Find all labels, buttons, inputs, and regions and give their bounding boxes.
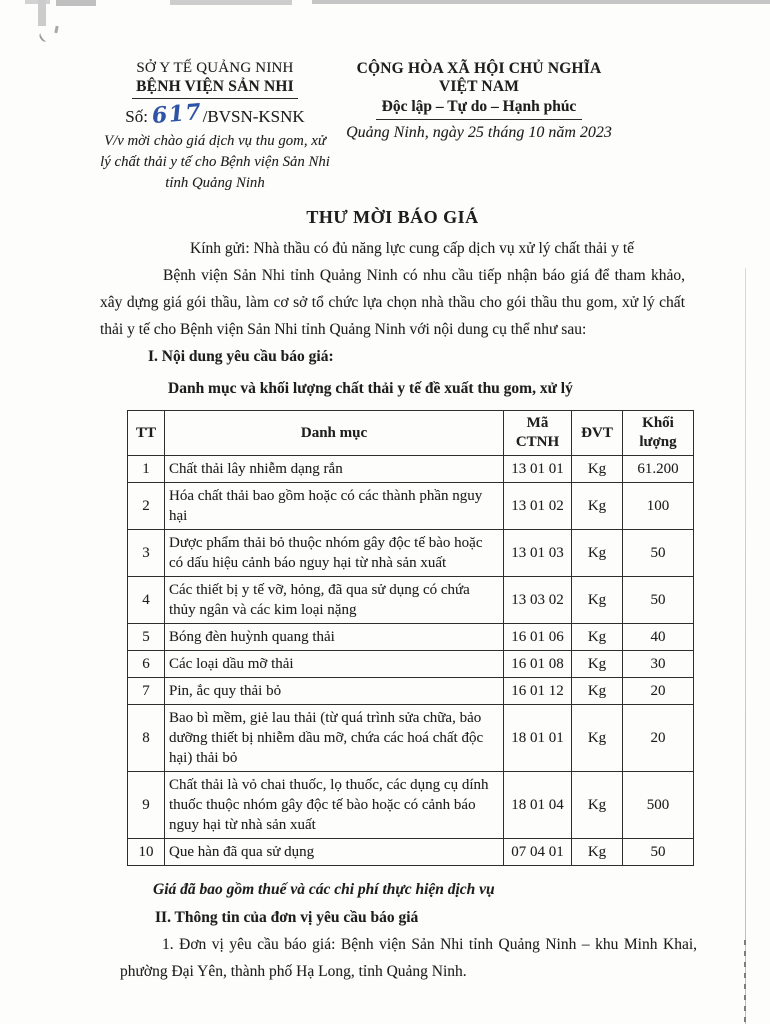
intro-paragraph: Bệnh viện Sản Nhi tỉnh Quảng Ninh có nhu cầu tiếp nhận báo giá để tham khảo, xây dựng giá gói thầu, làm cơ sở tổ chức lựa chọn nhà thầu cho gói thầu thu gom, xử lý chất thải y tế cho Bệnh viện Sản Nhi tỉnh Quảng Ninh với nội dung cụ thể như sau: [100,267,685,338]
table-cell: 07 04 01 [504,839,572,866]
scan-smudge [38,0,46,26]
table-cell: 50 [623,839,694,866]
table-caption: Danh mục và khối lượng chất thải y tế đề xuất thu gom, xử lý [168,380,573,397]
table-cell: 7 [128,678,165,705]
table-row [128,577,694,624]
scan-smudge [25,0,50,4]
hospital-name: BỆNH VIỆN SẢN NHI [132,77,298,99]
document-number-prefix: Số: [125,107,153,126]
scan-smudge [170,0,292,5]
issuing-department: SỞ Y TẾ QUẢNG NINH [136,60,294,76]
table-cell: 13 03 02 [504,577,572,624]
table-row [128,839,694,866]
table-cell: 13 01 02 [504,483,572,530]
table-cell: 50 [623,530,694,577]
table-cell: Kg [572,624,623,651]
document-number [100,98,330,130]
waste-table-body [128,456,694,866]
table-cell: Kg [572,530,623,577]
pen-mark [54,26,58,33]
table-cell: 4 [128,577,165,624]
scan-edge-line [745,268,746,1024]
table-cell: 3 [128,530,165,577]
table-row [128,678,694,705]
waste-table [127,410,694,866]
column-header: TT [128,411,165,456]
table-cell: 6 [128,651,165,678]
table-cell: 50 [623,577,694,624]
table-cell: Bóng đèn huỳnh quang thải [165,624,504,651]
table-cell: 20 [623,678,694,705]
salutation: Kính gửi: Nhà thầu có đủ năng lực cung cấp dịch vụ xử lý chất thải y tế [190,240,635,257]
table-header-row [128,411,694,456]
table-cell: Hóa chất thải bao gồm hoặc có các thành phần nguy hại [165,483,504,530]
table-cell: Dược phẩm thải bỏ thuộc nhóm gây độc tế bào hoặc có dấu hiệu cảnh báo nguy hại từ nhà sản xuất [165,530,504,577]
section-2-heading: II. Thông tin của đơn vị yêu cầu báo giá [155,909,419,926]
table-cell: 40 [623,624,694,651]
table-cell: Kg [572,772,623,839]
table-cell: 18 01 01 [504,705,572,772]
table-cell: Các loại dầu mỡ thải [165,651,504,678]
table-cell: 13 01 01 [504,456,572,483]
document-title: THƯ MỜI BÁO GIÁ [306,207,479,227]
table-cell: Kg [572,705,623,772]
table-cell: 16 01 08 [504,651,572,678]
letterhead [100,60,685,194]
column-header: Danh mục [165,411,504,456]
table-cell: Kg [572,456,623,483]
table-row [128,483,694,530]
document-subject: V/v mời chào giá dịch vụ thu gom, xử lý chất thải y tế cho Bệnh viện Sản Nhi tỉnh Quảng Ninh [100,133,330,191]
table-cell: Que hàn đã qua sử dụng [165,839,504,866]
table-cell: 16 01 12 [504,678,572,705]
table-cell: 16 01 06 [504,624,572,651]
table-row [128,624,694,651]
handwritten-number: 617 [151,98,204,130]
table-row [128,705,694,772]
table-row [128,530,694,577]
table-cell: Chất thải lây nhiễm dạng rắn [165,456,504,483]
table-cell: Chất thải là vỏ chai thuốc, lọ thuốc, các dụng cụ dính thuốc thuộc nhóm gây độc tế bào hoặc có cảnh báo nguy hại từ nhà sản xuất [165,772,504,839]
table-cell: Kg [572,483,623,530]
table-cell: Bao bì mềm, giẻ lau thải (từ quá trình sửa chữa, bảo dưỡng thiết bị nhiễm dầu mỡ, chứa các hoá chất độc hại) thải bỏ [165,705,504,772]
column-header: ĐVT [572,411,623,456]
table-cell: 5 [128,624,165,651]
table-cell: Kg [572,839,623,866]
national-title: CỘNG HÒA XÃ HỘI CHỦ NGHĨA VIỆT NAM [356,60,602,95]
requesting-unit-info: 1. Đơn vị yêu cầu báo giá: Bệnh viện Sản Nhi tỉnh Quảng Ninh – khu Minh Khai, phường Đại Yên, thành phố Hạ Long, tỉnh Quảng Ninh. [120,936,697,980]
table-cell: 20 [623,705,694,772]
document-number-suffix: /BVSN-KSNK [202,107,305,126]
table-cell: 2 [128,483,165,530]
scan-smudge [312,0,770,4]
table-cell: 10 [128,839,165,866]
table-cell: Kg [572,651,623,678]
letterhead-left [100,60,330,194]
table-row [128,456,694,483]
column-header: Mã CTNH [504,411,572,456]
table-cell: Kg [572,577,623,624]
table-cell: 1 [128,456,165,483]
waste-table-header [128,411,694,456]
scan-smudge [56,0,96,6]
table-row [128,651,694,678]
letterhead-right [340,60,618,142]
table-cell: 61.200 [623,456,694,483]
national-motto: Độc lập – Tự do – Hạnh phúc [376,96,583,120]
table-cell: 500 [623,772,694,839]
table-cell: Pin, ắc quy thải bỏ [165,678,504,705]
section-1-heading: I. Nội dung yêu cầu báo giá: [148,348,334,365]
pen-mark [38,31,49,43]
table-cell: 8 [128,705,165,772]
table-cell: Kg [572,678,623,705]
table-cell: 100 [623,483,694,530]
table-cell: 18 01 04 [504,772,572,839]
table-cell: Các thiết bị y tế vỡ, hỏng, đã qua sử dụng có chứa thủy ngân và các kim loại nặng [165,577,504,624]
table-cell: 13 01 03 [504,530,572,577]
table-cell: 30 [623,651,694,678]
column-header: Khối lượng [623,411,694,456]
place-and-date: Quảng Ninh, ngày 25 tháng 10 năm 2023 [346,124,612,141]
table-cell: 9 [128,772,165,839]
table-row [128,772,694,839]
price-note: Giá đã bao gồm thuế và các chi phí thực hiện dịch vụ [153,881,495,898]
scan-edge-line [744,940,746,1024]
